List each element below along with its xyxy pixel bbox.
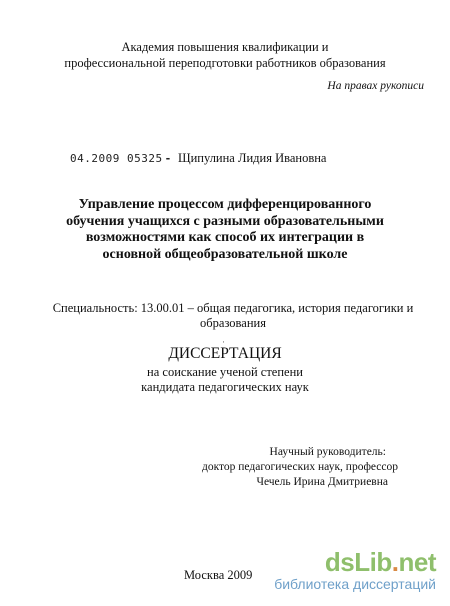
city-year: Москва 2009	[184, 568, 253, 582]
supervisor-label: Научный руководитель:	[269, 446, 386, 458]
supervisor-name: Чечель Ирина Дмитриевна	[256, 476, 388, 488]
specialty-line-1: Специальность: 13.00.01 – общая педагогика, история педагогики и	[52, 301, 414, 315]
degree-sought	[0, 365, 450, 395]
institution-name	[0, 40, 450, 71]
degree-line-2: кандидата педагогических наук	[141, 380, 309, 394]
institution-line-1: Академия повышения квалификации и	[121, 40, 329, 54]
institution-line-2: профессиональной переподготовки работников образования	[64, 55, 386, 70]
degree-line-1: на соискание ученой степени	[147, 365, 303, 379]
dissertation-title	[30, 197, 420, 263]
registration-number: 04.2009 05325	[70, 152, 163, 165]
title-line-3: возможностями как способ их интеграции в	[85, 230, 365, 245]
logo-part-2: net	[398, 547, 436, 577]
dslib-logo	[325, 547, 436, 578]
logo-dot: .	[391, 547, 399, 577]
manuscript-rights-note: На правах рукописи	[327, 80, 424, 92]
supervisor-credentials: доктор педагогических наук, профессор	[201, 461, 398, 473]
logo-part-1: dsLib	[324, 547, 392, 577]
title-line-1: Управление процессом дифференцированного	[78, 197, 372, 212]
specialty-mark: ·	[222, 337, 225, 347]
specialty	[46, 301, 420, 331]
title-line-4: основной общеобразовательной школе	[102, 246, 348, 262]
dslib-watermark	[272, 547, 442, 597]
registration-stamp	[70, 152, 172, 165]
scientific-supervisor	[202, 445, 398, 490]
title-line-2: обучения учащихся с разными образовательными	[66, 213, 384, 229]
watermark-subtitle: библиотека диссертаций	[274, 576, 436, 592]
dissertation-heading: ДИССЕРТАЦИЯ	[168, 345, 282, 362]
specialty-line-2: образования	[200, 316, 266, 330]
author-name: Щипулина Лидия Ивановна	[178, 151, 327, 165]
registration-mark: -	[164, 152, 172, 165]
